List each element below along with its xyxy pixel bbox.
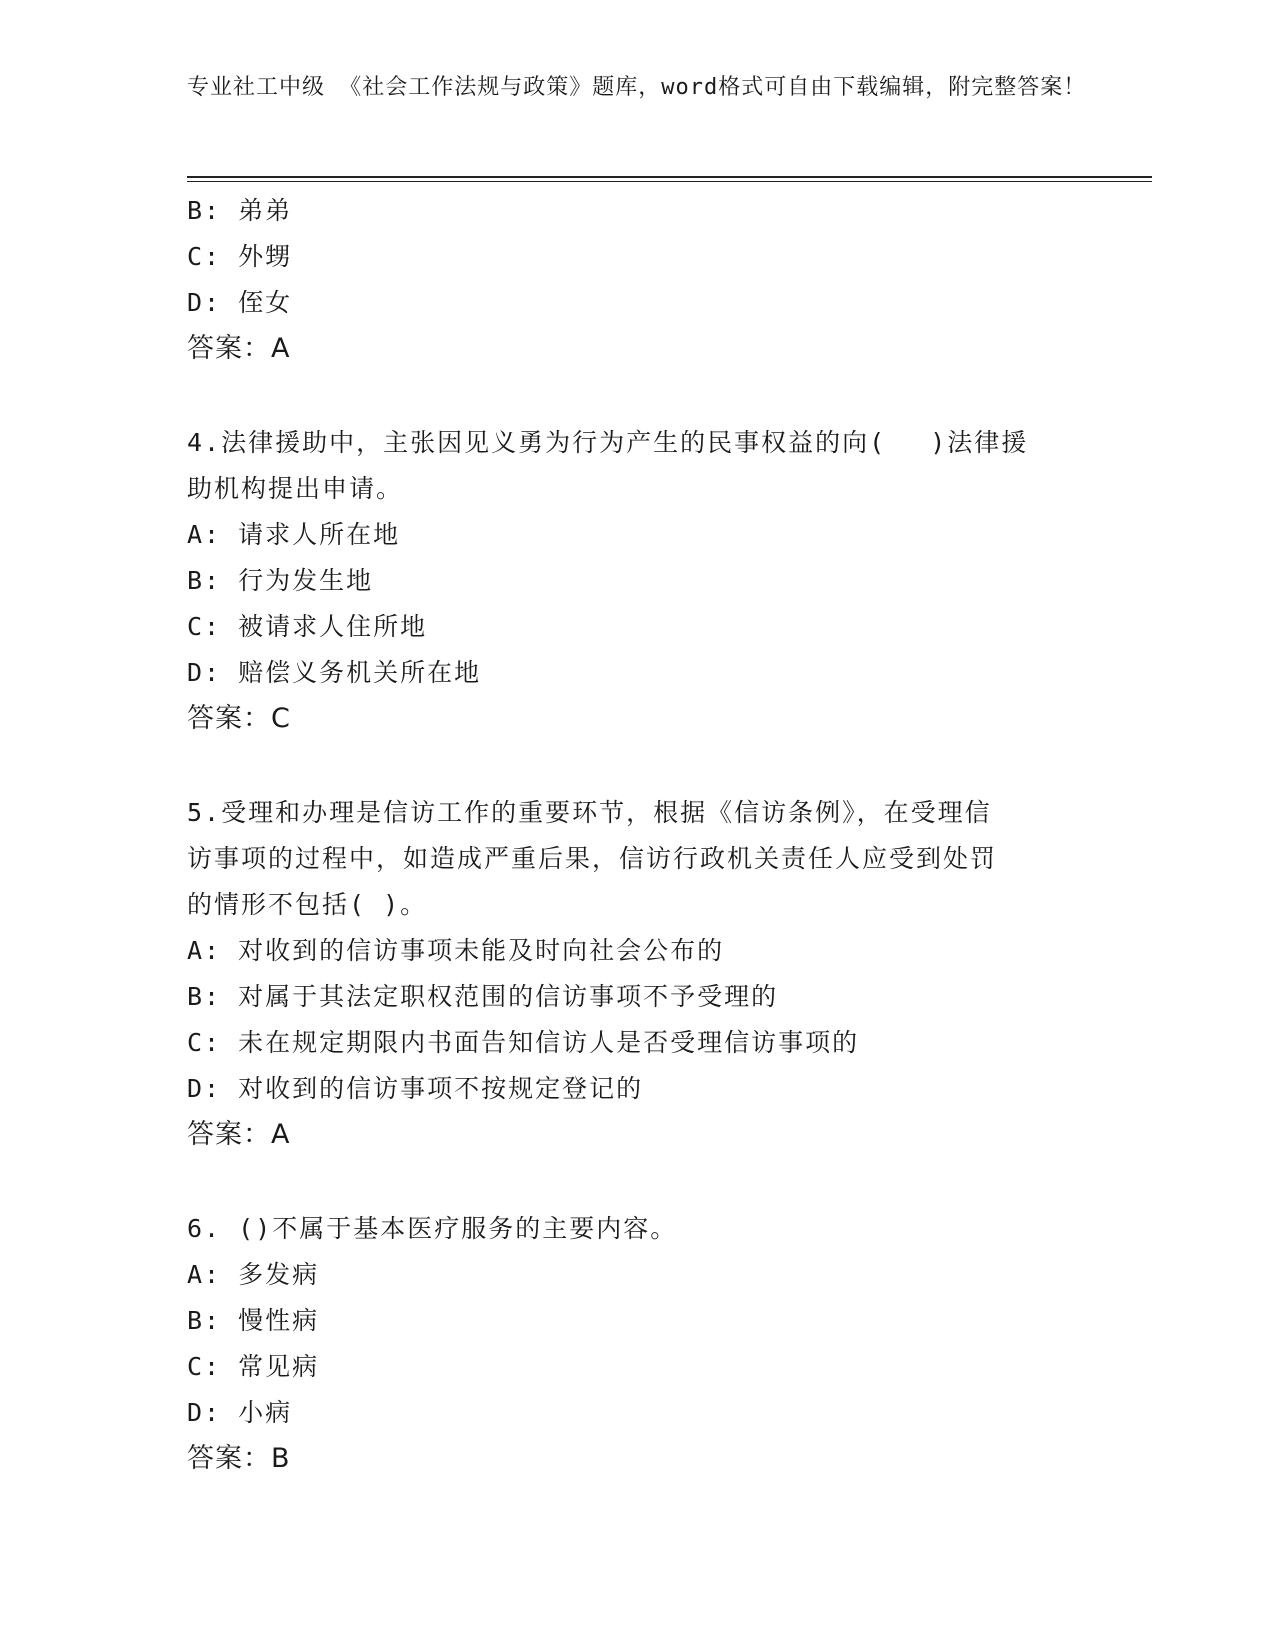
option-a: A: 多发病 xyxy=(187,1260,320,1289)
header-rule-thick xyxy=(187,176,1152,178)
option-d: D: 侄女 xyxy=(187,288,293,317)
answer-line: 答案：A xyxy=(187,333,291,364)
page-header: 专业社工中级 《社会工作法规与政策》题库，word格式可自由下载编辑，附完整答案！ xyxy=(187,75,1087,100)
answer-line: 答案：A xyxy=(187,1119,291,1150)
answer-line: 答案：C xyxy=(187,703,291,734)
question-stem: 6. ()不属于基本医疗服务的主要内容。 xyxy=(187,1214,678,1243)
option-b: B: 对属于其法定职权范围的信访事项不予受理的 xyxy=(187,982,779,1011)
option-c: C: 常见病 xyxy=(187,1352,320,1381)
question-stem: 访事项的过程中，如造成严重后果，信访行政机关责任人应受到处罚 xyxy=(187,844,998,873)
option-d: D: 小病 xyxy=(187,1398,293,1427)
question-block-partial xyxy=(187,188,1087,372)
option-a: A: 请求人所在地 xyxy=(187,520,401,549)
option-c: C: 外甥 xyxy=(187,242,293,271)
option-d: D: 对收到的信访事项不按规定登记的 xyxy=(187,1074,644,1103)
option-a: A: 对收到的信访事项未能及时向社会公布的 xyxy=(187,936,725,965)
question-stem: 4.法律援助中，主张因见义勇为行为产生的民事权益的向( )法律援 xyxy=(187,428,1029,457)
option-c: C: 未在规定期限内书面告知信访人是否受理信访事项的 xyxy=(187,1028,860,1057)
question-block-6 xyxy=(187,1206,1087,1482)
question-stem: 5.受理和办理是信访工作的重要环节，根据《信访条例》，在受理信 xyxy=(187,798,992,827)
option-b: B: 弟弟 xyxy=(187,196,293,225)
question-block-5 xyxy=(187,790,1087,1158)
option-d: D: 赔偿义务机关所在地 xyxy=(187,658,482,687)
question-list xyxy=(187,188,1087,1482)
option-c: C: 被请求人住所地 xyxy=(187,612,428,641)
answer-line: 答案：B xyxy=(187,1443,291,1474)
question-block-4 xyxy=(187,420,1087,742)
question-stem: 的情形不包括( )。 xyxy=(187,890,428,919)
option-b: B: 慢性病 xyxy=(187,1306,320,1335)
option-b: B: 行为发生地 xyxy=(187,566,374,595)
header-rule-thin xyxy=(187,181,1152,182)
question-stem: 助机构提出申请。 xyxy=(187,474,404,503)
